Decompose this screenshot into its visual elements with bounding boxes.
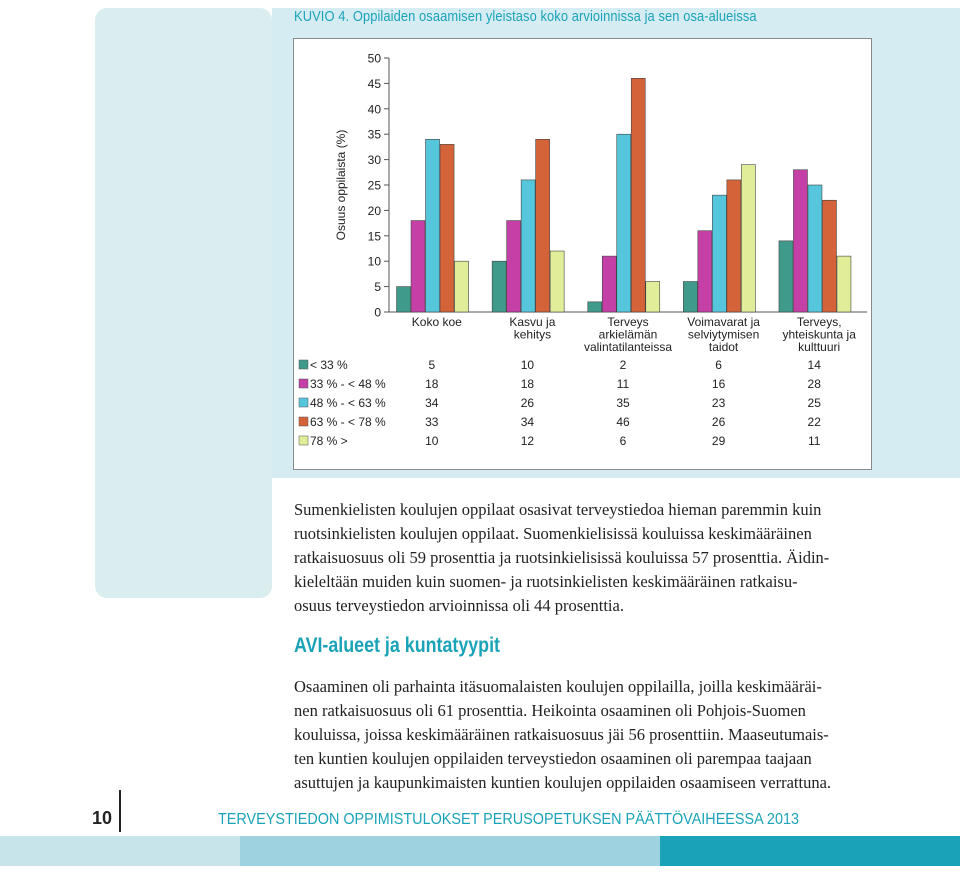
table-value: 29 <box>711 434 726 448</box>
legend-swatch <box>299 360 308 369</box>
legend-swatch <box>299 436 308 445</box>
table-value: 6 <box>619 434 627 448</box>
table-value: 34 <box>425 396 439 410</box>
table-value: 33 <box>425 415 439 429</box>
bar <box>588 302 602 312</box>
table-value: 25 <box>807 396 821 410</box>
text-line: asuttujen ja kaupunkimaisten kuntien koulujen oppilaiden osaamiseen verrattuna. <box>294 773 832 792</box>
legend-label: 78 % > <box>310 434 348 448</box>
text-line: nen ratkaisuosuus oli 61 prosenttia. Heikointa osaaminen oli Pohjois-Suomen <box>294 701 806 720</box>
text-line: Osaaminen oli parhainta itäsuomalaisten koulujen oppilailla, joilla keskimääräi- <box>294 677 822 696</box>
category-label: Terveys, <box>796 315 842 329</box>
paragraph-language-groups <box>294 498 874 618</box>
text-line: ten kuntien koulujen oppilaiden terveystiedon osaaminen oli parempaa taajaan <box>294 749 812 768</box>
text-line: ratkaisuosuus oli 59 prosenttia ja ruotsinkielisissä kouluissa 57 prosenttia. Äidin- <box>294 548 830 567</box>
legend-swatch <box>299 417 308 426</box>
page-number: 10 <box>92 808 113 828</box>
legend-label: 63 % - < 78 % <box>310 415 386 429</box>
y-tick-label: 30 <box>367 153 381 168</box>
table-value: 12 <box>520 434 535 448</box>
table-value: 34 <box>520 415 535 429</box>
table-value: 10 <box>425 434 439 448</box>
footer-strip-segment <box>0 836 240 866</box>
text-line: Sumenkielisten koulujen oppilaat osasivat terveystiedoa hieman paremmin kuin <box>294 500 822 519</box>
category-label: yhteiskunta ja <box>782 327 856 342</box>
bar <box>397 287 411 312</box>
legend-swatch <box>299 398 308 407</box>
table-value: 6 <box>715 358 722 372</box>
footer-title: TERVEYSTIEDON OPPIMISTULOKSET PERUSOPETUKSEN PÄÄTTÖVAIHEESSA 2013 <box>218 811 799 828</box>
bar <box>550 251 564 312</box>
bar <box>507 221 521 312</box>
table-value: 22 <box>807 415 821 429</box>
bar <box>683 282 697 312</box>
text-line: osuus terveystiedon arvioinnissa oli 44 prosenttia. <box>294 596 624 615</box>
table-value: 26 <box>520 396 535 410</box>
table-value: 11 <box>807 434 821 448</box>
table-value: 28 <box>807 377 821 391</box>
bar <box>779 241 793 312</box>
y-axis-label: Osuus oppilaista (%) <box>334 129 348 241</box>
bar <box>837 256 851 312</box>
chart-container <box>293 38 872 470</box>
y-tick-label: 10 <box>367 254 381 269</box>
sidebar-panel <box>95 8 272 598</box>
category-label: kulttuuri <box>798 340 841 354</box>
category-label: selviytymisen <box>687 327 760 342</box>
y-tick-label: 15 <box>367 229 381 244</box>
table-value: 5 <box>428 358 436 372</box>
bar <box>536 139 550 312</box>
footer-color-strip <box>0 836 960 866</box>
y-tick-label: 20 <box>367 203 381 218</box>
table-value: 18 <box>520 377 535 391</box>
category-label: Kasvu ja <box>509 315 556 329</box>
category-label: Koko koe <box>411 315 462 329</box>
table-value: 10 <box>520 358 535 372</box>
table-value: 23 <box>711 396 726 410</box>
bar <box>521 180 535 312</box>
bar <box>492 261 506 312</box>
bar <box>793 170 807 312</box>
table-value: 18 <box>425 377 439 391</box>
text-line: kouluissa, joissa keskimääräinen ratkaisuosuus jäi 56 prosenttiin. Maaseutumais- <box>294 725 829 744</box>
y-tick-label: 25 <box>367 178 381 193</box>
page-number-divider <box>119 790 121 832</box>
figure-title: KUVIO 4. Oppilaiden osaamisen yleistaso koko arvioinnissa ja sen osa-alueissa <box>294 8 757 25</box>
legend-swatch <box>299 379 308 388</box>
legend-label: < 33 % <box>310 358 348 372</box>
y-tick-label: 35 <box>367 127 381 142</box>
bar <box>712 195 726 312</box>
section-heading: AVI-alueet ja kuntatyypit <box>294 634 500 657</box>
paragraph-regions <box>294 675 874 795</box>
y-tick-label: 40 <box>367 102 381 117</box>
bar <box>822 200 836 312</box>
category-label: arkielämän <box>598 327 658 342</box>
legend-label: 48 % - < 63 % <box>310 396 386 410</box>
table-value: 14 <box>807 358 821 372</box>
category-label: kehitys <box>513 327 552 342</box>
bar <box>808 185 822 312</box>
bar <box>741 165 755 312</box>
table-value: 2 <box>619 358 627 372</box>
category-label: taidot <box>708 340 739 354</box>
bar <box>440 144 454 312</box>
y-tick-label: 5 <box>374 280 381 295</box>
bar <box>426 139 440 312</box>
text-line: kieleltään muiden kuin suomen- ja ruotsinkielisten keskimääräinen ratkaisu- <box>294 572 798 591</box>
table-value: 35 <box>616 396 630 410</box>
y-tick-label: 0 <box>374 305 381 320</box>
category-label: valintatilanteissa <box>583 340 673 354</box>
table-value: 26 <box>711 415 726 429</box>
bar <box>455 261 469 312</box>
bar <box>602 256 616 312</box>
table-value: 11 <box>616 377 630 391</box>
text-line: ruotsinkielisten koulujen oppilaat. Suomenkielisissä kouluissa keskimääräinen <box>294 524 812 543</box>
bar <box>698 231 712 312</box>
footer-strip-segment <box>240 836 660 866</box>
bar <box>631 78 645 312</box>
footer-strip-segment <box>660 836 960 866</box>
category-label: Terveys <box>607 315 649 329</box>
y-tick-label: 45 <box>367 76 381 91</box>
bar <box>617 134 631 312</box>
legend-label: 33 % - < 48 % <box>310 377 386 391</box>
bar-chart <box>293 38 872 470</box>
table-value: 46 <box>616 415 630 429</box>
bar <box>727 180 741 312</box>
y-tick-label: 50 <box>367 51 381 66</box>
bar <box>411 221 425 312</box>
bar <box>646 282 660 312</box>
table-value: 16 <box>711 377 726 391</box>
category-label: Voimavarat ja <box>687 315 760 329</box>
